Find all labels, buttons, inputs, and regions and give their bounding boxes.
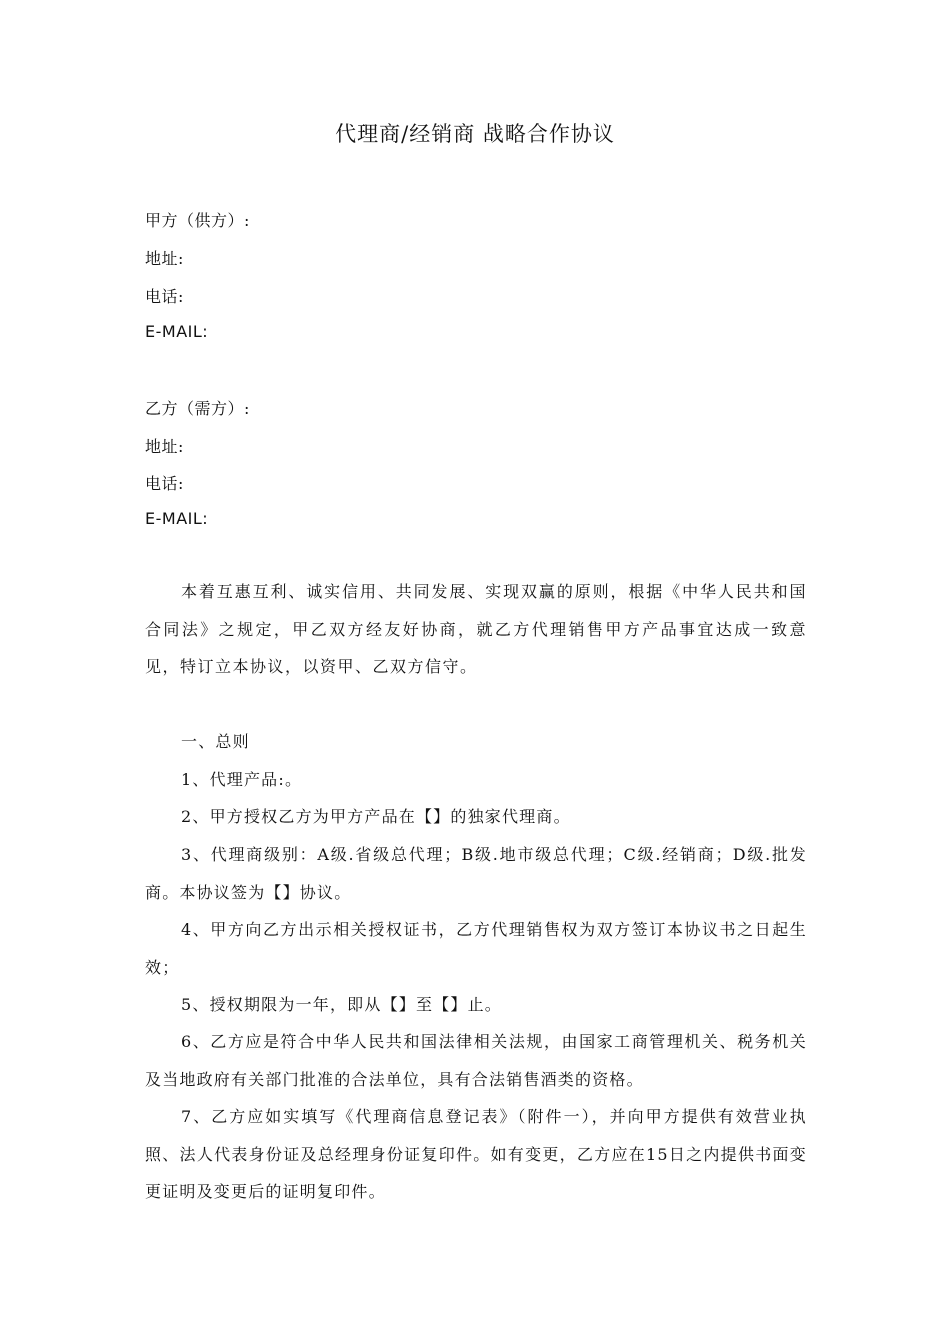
clause-item: 4、甲方向乙方出示相关授权证书，乙方代理销售权为双方签订本协议书之日起生效； <box>145 920 807 977</box>
clause-item: 3、代理商级别：A级.省级总代理；B级.地市级总代理；C级.经销商；D级.批发商。本协议签为【】协议。 <box>145 845 807 902</box>
clause-item: 7、乙方应如实填写《代理商信息登记表》（附件一），并向甲方提供有效营业执照、法人代表身份证及总经理身份证复印件。如有变更，乙方应在15日之内提供书面变更证明及变更后的证明复印件。 <box>145 1107 807 1201</box>
clause-item: 6、乙方应是符合中华人民共和国法律相关法规，由国家工商管理机关、税务机关及当地政府有关部门批准的合法单位，具有合法销售酒类的资格。 <box>145 1032 807 1089</box>
party-a-address-label: 地址: <box>145 249 184 268</box>
section-heading: 一、总则 <box>181 732 250 751</box>
party-b-email-label: E-MAIL: <box>145 509 209 528</box>
party-b-name-label: 乙方（需方）: <box>145 399 250 418</box>
clause-item: 1、代理产品:。 <box>181 770 303 789</box>
clause-item: 2、甲方授权乙方为甲方产品在【】的独家代理商。 <box>181 807 571 826</box>
party-a-phone-label: 电话: <box>145 287 184 306</box>
document-title: 代理商/经销商 战略合作协议 <box>335 122 615 146</box>
clause-item: 5、授权期限为一年，即从【】至【】止。 <box>181 995 502 1014</box>
party-b-phone-label: 电话: <box>145 474 184 493</box>
party-b-address-label: 地址: <box>145 437 184 456</box>
party-a-name-label: 甲方（供方）: <box>145 211 250 230</box>
preamble-paragraph: 本着互惠互利、诚实信用、共同发展、实现双赢的原则，根据《中华人民共和国合同法》之规定，甲乙双方经友好协商，就乙方代理销售甲方产品事宜达成一致意见，特订立本协议，以资甲、乙双方信守。 <box>145 582 807 676</box>
party-a-email-label: E-MAIL: <box>145 322 209 341</box>
